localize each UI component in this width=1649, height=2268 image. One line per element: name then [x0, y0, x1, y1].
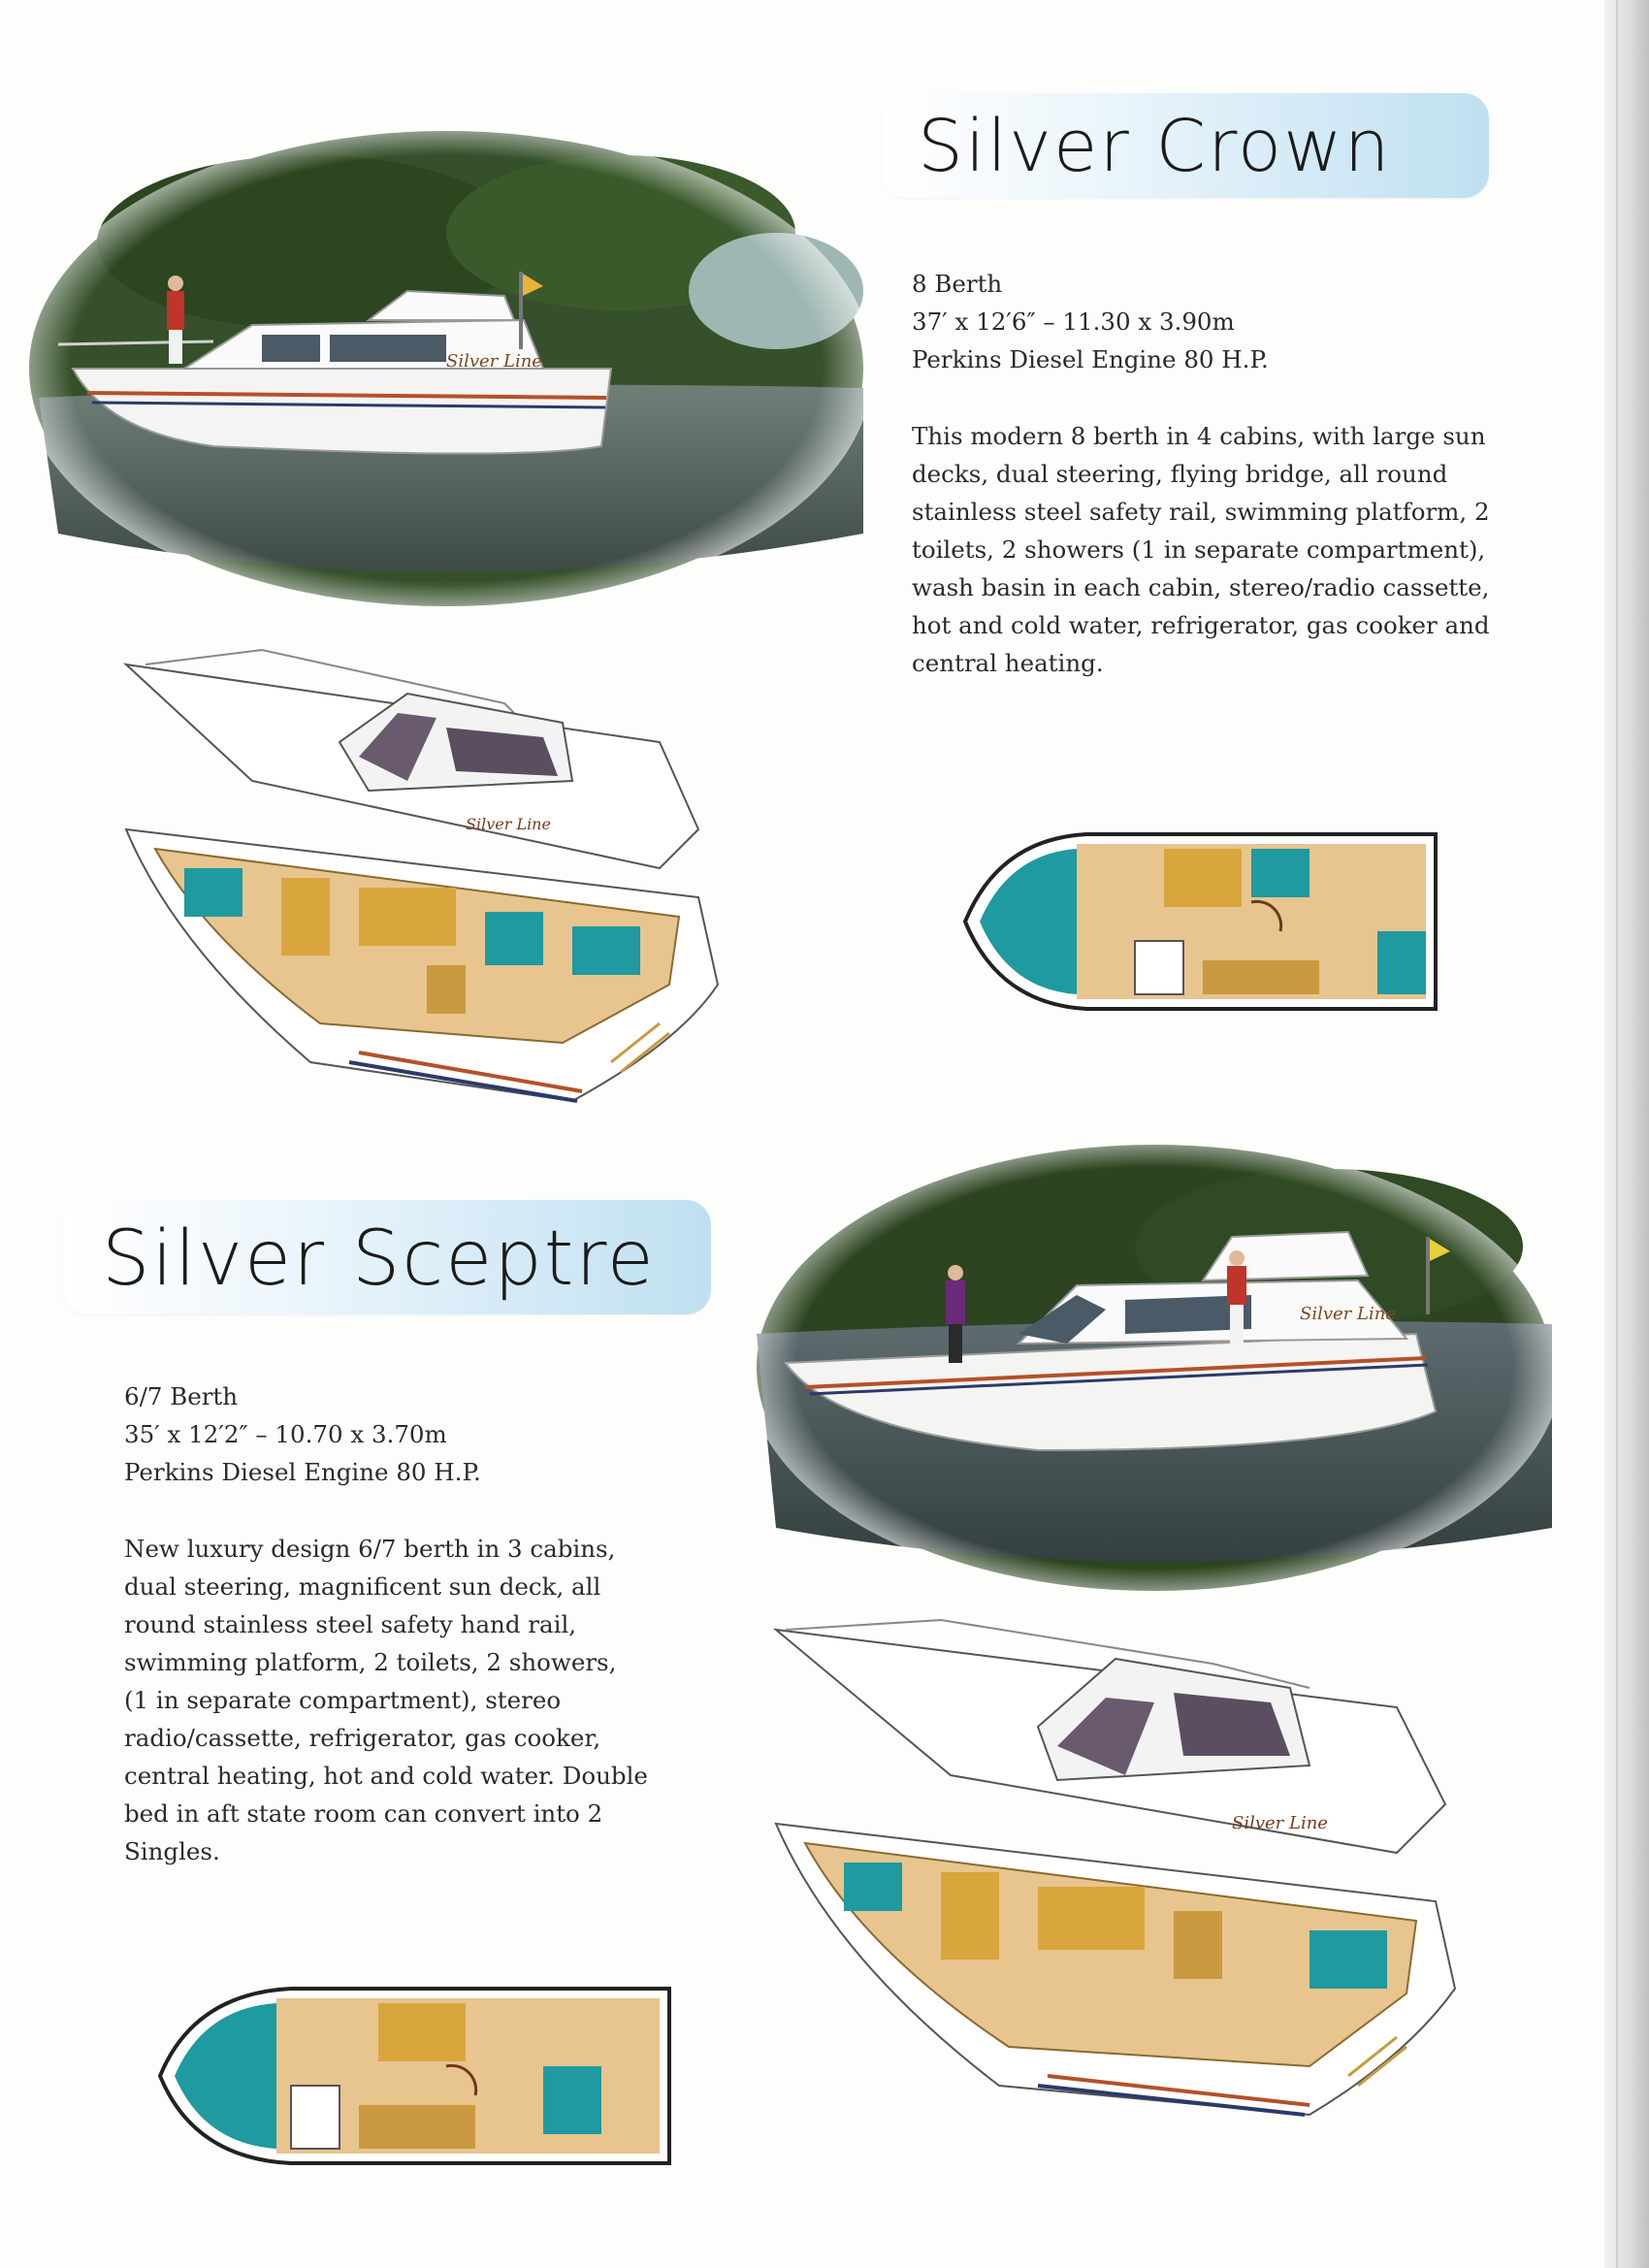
hull-lettering: Silver Line [466, 815, 551, 833]
silver-sceptre-deck-plan [155, 1979, 679, 2173]
description-text: New luxury design 6/7 berth in 3 cabins, dual steering, magnificent sun deck, all round stainless steel safety hand rail, swimming platform, 2 toilets, 2 showers, (1 in separate compartment), stereo radio/cassette, refrigerator, gas cooker, central heating, hot and cold water. Double bed in aft state room can convert into 2 Singles. [124, 1535, 648, 1865]
hull-lettering: Silver Line [1232, 1813, 1328, 1833]
silver-sceptre-cutaway-illustration [766, 1610, 1484, 2154]
silver-crown-title-banner [883, 93, 1489, 198]
silver-sceptre-specs [124, 1377, 648, 1870]
silver-crown-title: Silver Crown [918, 105, 1392, 188]
berth-text: 6/7 Berth [124, 1382, 239, 1410]
silver-crown-deck-plan [960, 825, 1445, 1019]
silver-sceptre-title: Silver Sceptre [102, 1215, 656, 1303]
dimensions-text: 35′ x 12′2″ – 10.70 x 3.70m [124, 1420, 447, 1448]
engine-text: Perkins Diesel Engine 80 H.P. [912, 345, 1269, 373]
page-edge [1604, 0, 1649, 2268]
description-text: This modern 8 berth in 4 cabins, with large sun decks, dual steering, flying bridge, all round stainless steel safety rail, swimming platform, 2 toilets, 2 showers (1 in separate compartment), wash basin in each cabin, stereo/radio cassette, hot and cold water, refrigerator, gas cooker and central heating. [912, 422, 1490, 677]
silver-crown-photo [19, 126, 873, 611]
berth-text: 8 Berth [912, 270, 1003, 298]
silver-sceptre-photo [747, 1140, 1562, 1596]
engine-text: Perkins Diesel Engine 80 H.P. [124, 1458, 481, 1486]
silver-sceptre-title-banner [63, 1200, 711, 1314]
silver-crown-cutaway-illustration [116, 635, 747, 1130]
dimensions-text: 37′ x 12′6″ – 11.30 x 3.90m [912, 308, 1235, 336]
silver-crown-specs [912, 265, 1494, 682]
